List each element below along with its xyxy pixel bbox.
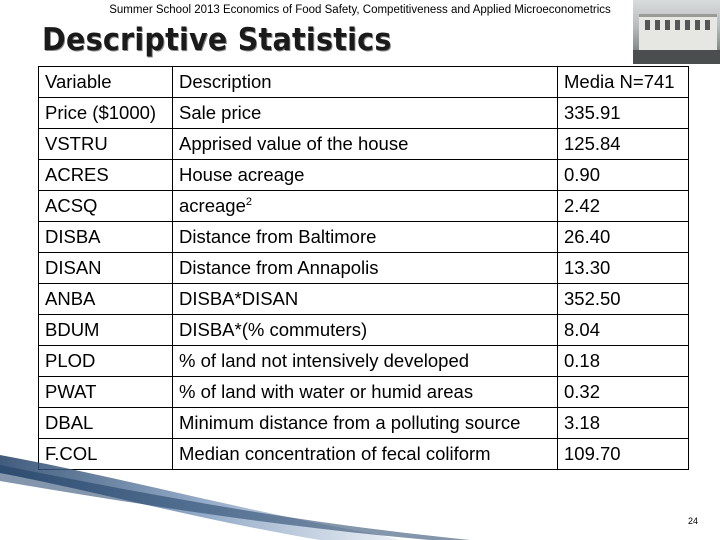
cell-variable: BDUM <box>39 315 173 346</box>
decorative-swoosh <box>0 455 720 540</box>
cell-variable: F.COL <box>39 439 173 470</box>
cell-value: 0.90 <box>558 160 689 191</box>
description-text: DISBA*DISAN <box>179 288 299 309</box>
description-text: House acreage <box>179 164 305 185</box>
cell-value: 125.84 <box>558 129 689 160</box>
cell-variable: ACSQ <box>39 191 173 222</box>
table-row <box>39 284 689 315</box>
course-header: Summer School 2013 Economics of Food Safety, Competitiveness and Applied Microeconometrics <box>109 4 611 16</box>
cell-variable: Price ($1000) <box>39 98 173 129</box>
cell-description <box>173 377 558 408</box>
cell-variable: ACRES <box>39 160 173 191</box>
description-text: % of land not intensively developed <box>179 350 470 371</box>
cell-description <box>173 222 558 253</box>
cell-value: 13.30 <box>558 253 689 284</box>
description-text: acreage <box>179 195 246 216</box>
cell-description <box>173 160 558 191</box>
table-row <box>39 253 689 284</box>
table-row <box>39 160 689 191</box>
cell-description <box>173 98 558 129</box>
table-row <box>39 377 689 408</box>
description-text: Distance from Annapolis <box>179 257 379 278</box>
slide-title: Descriptive Statistics <box>42 22 392 58</box>
page-number: 24 <box>688 516 699 526</box>
table-header-row <box>39 67 689 98</box>
description-text: Minimum distance from a polluting source <box>179 412 521 433</box>
cell-description <box>173 191 558 222</box>
cell-value: 335.91 <box>558 98 689 129</box>
cell-variable: VSTRU <box>39 129 173 160</box>
cell-value: 352.50 <box>558 284 689 315</box>
superscript: 2 <box>245 195 252 208</box>
cell-variable: DISBA <box>39 222 173 253</box>
cell-description <box>173 408 558 439</box>
description-text: Apprised value of the house <box>179 133 409 154</box>
table-row <box>39 129 689 160</box>
cell-variable: PLOD <box>39 346 173 377</box>
cell-value: 26.40 <box>558 222 689 253</box>
cell-variable: DISAN <box>39 253 173 284</box>
table-row <box>39 315 689 346</box>
cell-value: 2.42 <box>558 191 689 222</box>
cell-description <box>173 129 558 160</box>
cell-variable: ANBA <box>39 284 173 315</box>
table-row <box>39 346 689 377</box>
description-text: Distance from Baltimore <box>179 226 377 247</box>
cell-description <box>173 315 558 346</box>
table-row <box>39 408 689 439</box>
table-row <box>39 98 689 129</box>
column-header-variable: Variable <box>39 67 173 98</box>
cell-description <box>173 346 558 377</box>
description-text: Median concentration of fecal coliform <box>179 443 491 464</box>
description-text: % of land with water or humid areas <box>179 381 474 402</box>
cell-value: 109.70 <box>558 439 689 470</box>
building-photo <box>633 0 720 64</box>
cell-variable: DBAL <box>39 408 173 439</box>
description-text: Sale price <box>179 102 262 123</box>
descriptive-statistics-table <box>38 66 689 470</box>
cell-description <box>173 284 558 315</box>
cell-variable: PWAT <box>39 377 173 408</box>
cell-value: 8.04 <box>558 315 689 346</box>
column-header-description: Description <box>173 67 558 98</box>
cell-value: 0.18 <box>558 346 689 377</box>
description-text: DISBA*(% commuters) <box>179 319 368 340</box>
table-row <box>39 222 689 253</box>
cell-value: 0.32 <box>558 377 689 408</box>
column-header-value: Media N=741 <box>558 67 689 98</box>
cell-value: 3.18 <box>558 408 689 439</box>
table-row <box>39 191 689 222</box>
cell-description <box>173 253 558 284</box>
